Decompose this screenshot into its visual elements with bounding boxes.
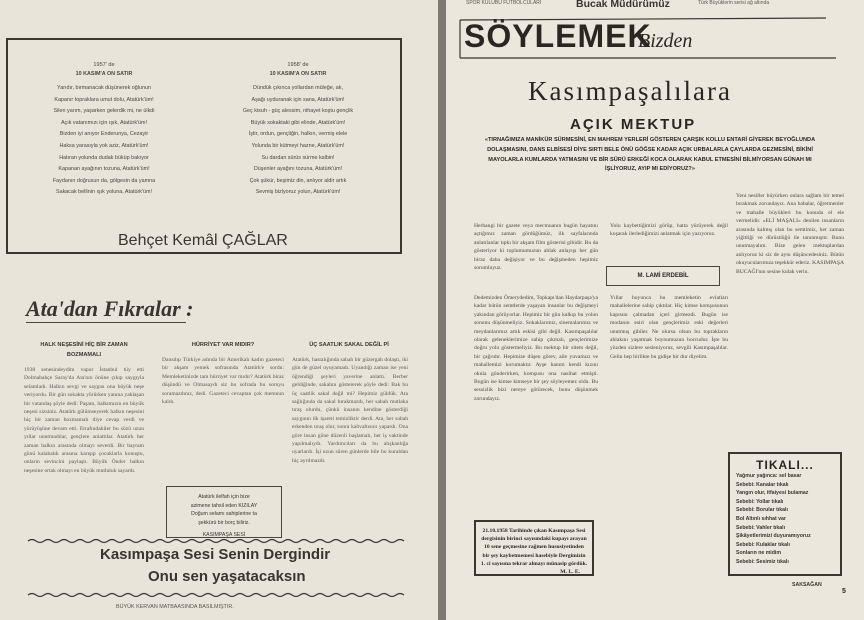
notice-signature: M. L. E. (560, 569, 580, 576)
poem-line: Hatıran yolunda dudak büküp bakıyor (59, 154, 149, 161)
fikralar-title: Ata'dan Fıkralar : (26, 296, 194, 321)
column-2-heading: HÜRRİYET VAR MIDIR? (191, 342, 255, 348)
poem-line: Çok şükür, beşimiz din, anlıyor aldir artık (249, 177, 347, 184)
column-3-text: Atatürk, hastalığında sabah bir güzergah dolaştı, iki gün de güzel uyuyamadı. Uyandığı zaman ise yeni öğrendiği şeyleri yaverine anlattı. Berber geldiğinde, sakalını göstererek şöyle dedi: Bak bu üç saatlik sakal değil mi? Hepimiz güldük. Ata sağlığında da sakal bırakmazdı, her sabah mutlaka tıraş olurdu, çünkü insanın kendine gösterdiği saygının ilk işareti temizliktir derdi. Ata, her sabah erkenden tıraş olur, sonra kahvaltısını yapardı. Ona göre insan güne düzenli başlamalı, her iş vaktinde yapılmalıydı. Yardımcıları da bu alışkanlığa uyarlardı. İşi uzun süren günlerde bile bu kuraldan hiç ayrılmazdı. (292, 357, 408, 464)
poem-1958-heading: 10 KASIM'A ON SATIR (269, 71, 327, 77)
kizilay-line: Doğum selamı sahiplerine ta (191, 511, 257, 518)
tikali-line: Sebebi: Yollar tıkalı (736, 498, 784, 505)
kizilay-line: şekkürü bir borç biliriz. (198, 519, 250, 526)
masthead-script: Bizden (638, 30, 693, 52)
tikali-line: Sebebi: Borular tıkalı (736, 507, 788, 514)
poem-line: Faydanın doğrusun da, gölgesin da yamna (52, 177, 156, 184)
article-col-2-text: Dedemizden Ömerydedim, Topkapı'dan Haydarpaşa'ya kadar bütün semtlerde yaşayan insanlar bu değişmeyi yakından görüyorlar. Hepimiz bir gün kalkıp bu yolun sonunu düşünmeliyiz. Sokaklarımız, sinemalarımız ve meydanlarımız artık eskisi gibi değil. Kasımpaşalılar olarak geleneklerimize sahip çıkmalı, gençlerimize doğru yolu göstermeliyiz. Bu mektup bir sitem değil, bir çağrıdır. Hepimize düşen görev, aile yuvamızı ve mahallemizi korumaktır. Ayşe hanım kendi kızını okula gönderirken, komşusu ona nasihat etmişti. Bugün ise kimse kimseye bir şey söyleyemez oldu. Bu sessizlik bizi nereye götürecek, bunu düşünmek zorundayız. (474, 295, 598, 402)
poem-line: Geç kisuh - güç alessim, nihayet koştu gençlik (242, 108, 354, 115)
article-col-1-text: Herhangi bir gazete veya mecmuanın bugün hayatını açtığımız zaman gördüğümüz, ilk sayfalarında anlatılanlar tıpkı bir akşam film gösterisi gibidir. Bu da gösteriyor ki toplumumuzun ahlak anlayışı her gün biraz daha değişiyor ve bu değişmeden hepimiz sorumluyuz. (474, 223, 598, 272)
poem-line: Kapanır topraklara umut dolu, Atatürk'üm! (54, 96, 154, 103)
top-strip (466, 0, 856, 10)
column-2-text: Dansılıp Türkiye adında bir Amerikalı kadın gazeteci bir akşam yemek sofrasında Atatürk'e sordu: Memleketinizde tam hürriyet var mıdır? Atatürk biraz düşündü ve Olmasaydı siz bu sofrada bu soruyu soramazdınız, dedi. Gazeteci cevaptan çok memnun kaldı. (162, 357, 284, 406)
lead-paragraph: «TIRNAĞIMIZA MANİKÜR SÜRMESİNİ, EN MAHREM YERLERİ GÖSTEREN ÇARŞIK KOLLU ENTARİ GİYEREK BEYOĞLUNDA DOLAŞMASINI, DANS ELBİSESİ DİYE SIRTI BELE ÖNÜ GÖĞSE KADAR AÇIK URBALARLA ÇAYLARDA GEZMESİNİ, BİKİNİ MAYOLARLA KUMLARDA YATMASINI VE BİR SÜRÜ ERKEĞİ KOCA OLARAK KABUL ETMESİNİ BİLMİYORSAN GÜNAH MI İŞLİYORUZ, AYIP MI EDİYORUZ?» (484, 137, 816, 173)
top-strip-right: Türk Büyüklerin serisi ağ altında (698, 0, 770, 6)
kizilay-line: Atatürk ilelfah için bize (198, 494, 250, 500)
wavy-rule-bottom (28, 592, 406, 598)
subheadline: AÇIK MEKTUP (570, 116, 697, 133)
article-col-3-text: Yıllar boyunca bu memleketin evlatları mahallelerine sahip çıktılar. Hiç kimse komşusunun kapısını çalmadan içeri girmezdi. Bugün ise modanın esiri olan gençlerimiz eski değerleri unutmuş gibiler. Ne olursa olsun bu toprakların ahlakını yaşatmak boynumuzun borcudur. İşte bu yüzden sizlere sesleniyoruz, sevgili Kasımpaşalılar. Gelin hep birlikte bu gidişe bir dur diyelim. (610, 295, 728, 360)
headline: Kasımpaşalılara (528, 76, 732, 106)
wavy-rule-top (28, 538, 406, 544)
poem-line: Sakacak bellinin ışık yoluna, Atatürk'üm! (55, 189, 152, 196)
article-col-2-top: Yolu kaybettiğimizi görüp, hatta yürüyerek değil koşarak ilerlediğimizi anlatmak için yazıyoruz. (610, 223, 728, 238)
poem-line: Açık vatanımızı için ışık, Atatürk'üm! (60, 119, 148, 126)
poem-author: Behçet Kemâl ÇAĞLAR (118, 232, 288, 249)
right-page (446, 0, 864, 620)
poem-line: Sevmiş bizlyoruz yolun, Atatürk'üm! (255, 189, 341, 196)
tikali-line: Sonların ne midim (736, 550, 781, 557)
poem-1958-year: 1958' de (287, 62, 309, 68)
poem-line: Düşenler ayağını tozuna, Atatürk'üm! (253, 166, 343, 173)
tikali-line: Sebebi: Kulaklar tıkalı (736, 541, 790, 548)
column-1-text: 1938 senesindeydim vapur İstanbul tüy etti Dolmabahçe Saray'da Ata'nın önüne çıkıp saygıyla selamladı. Halkın sevgi ve saygısı ona büyük neşe veriyordu. Bir gün sokakta yürürken yanına yaklaşan bir vatandaş şöyle dedi: Paşam, halkımızın en büyük neşesi sizsiniz. Atatürk gülümseyerek halkın neşesini hiç bir zaman bozmamalı diye cevap verdi ve yürüyüşüne devam etti. Etrafındakiler bu sözü uzun yıllar unutmadılar, gençlere anlattılar. Atatürk her zaman halkın arasında olmayı severdi. Bir bayram günü kalabalık arasına karışıp çocuklarla konuştu, onların sevincini paylaştı. Büyük Önder halkın neşesine ortak olmayı en büyük mutluluk sayardı. (24, 367, 144, 474)
top-strip-left: SPOR KULÜBÜ FUTBOLCULARI (466, 0, 542, 6)
slogan-line-1: Kasımpaşa Sesi Senin Dergindir (100, 546, 331, 563)
tikali-signature: SAKSAĞAN (792, 582, 822, 588)
poem-line: Yarıdır, bırmanacak düşünerek oğlunun (57, 85, 151, 91)
kizilay-signature: KASIMPAŞA SESİ (202, 532, 246, 539)
poem-line: Silen yarım, yaşarken gelerdik mi, ne ülkdi (53, 108, 155, 115)
poem-line: Büyük sokaktaki gibi elinde, Atatürk'üm! (250, 119, 346, 126)
article-byline: M. LAMİ ERDEBİL (606, 266, 720, 286)
kizilay-line: azimene tahsil eden KIZILAY (190, 502, 258, 509)
column-1-heading-line: BOZMAMALI (66, 352, 102, 358)
tikali-box (728, 452, 842, 576)
printer-credit: BÜYÜK KERVAN MATBAASINDA BASILMIŞTIR. (116, 604, 234, 610)
poem-line: Aşağı uyduranak için sana, Atatürk'üm! (251, 96, 345, 103)
poem-line: Dündük çıkınca yollardan müleğe, ak, (253, 85, 343, 91)
tikali-line: Bol Altınlı sıhhat var (736, 515, 786, 522)
poem-line: Kapanan ayağının tozuna, Atatürk'üm! (58, 166, 150, 173)
tikali-line: Yağmur yağınca: sel basar (736, 473, 802, 479)
column-1-heading (24, 340, 144, 360)
article-col-4-text: Yeni nesiller büyürken onlara sağlam bir temel bırakmak zorundayız. Ana babalar, öğretmenler ve mahalle büyükleri bu konuda el ele vermelidir. «ELİ MAŞALI» denilen insanların arasında kalmış olan bu semtimiz, her zaman yiğitliği ve dürüstlüğü ile tanınmıştır. Bunu unutmayalım. Bize gelen mektuplardan anlıyoruz ki siz de aynı düşüncedesiniz. Bütün okuyucularımıza teşekkür ederiz. KASIMPAŞA BUCAĞI'nın sesine kulak verin. (736, 193, 844, 275)
poem-line: Bizden iyi anıyor Enderunya, Cezayir (59, 131, 149, 138)
poem-1957-heading: 10 KASIM'A ON SATIR (75, 71, 133, 77)
poem-line: Haksa yarasıyla yok aziz, Atatürk'üm! (59, 142, 149, 149)
page-number: 5 (842, 588, 846, 595)
notice-text: 21.10.1958 Tarihinde çıkan Kasımpaşa Sesi dergisinin birinci sayısındaki kupayı arayan 10 sene geçmesine rağmen hususiyetinden bir şey kaybetmemesi hasebiyle Dergimizin 1. ci sayısına tekrar almayı münasip gördük. (480, 528, 588, 567)
notice-box (474, 520, 594, 576)
tikali-title: TIKALI... (756, 458, 814, 472)
title-underline (26, 322, 186, 323)
tikali-line: Sebebi: Kanalar tıkalı (736, 481, 789, 488)
tikali-line: Şikâyetlerimizi duyuramıyoruz (736, 533, 811, 540)
poem-line: Yolunda bir kütmeyi hazne, Atatürk'üm! (251, 142, 345, 149)
column-1-heading-line: HALK NEŞESİNİ HİÇ BİR ZAMAN (40, 342, 128, 348)
kizilay-box (166, 486, 282, 538)
masthead-title: SÖYLEMEK (464, 18, 652, 54)
column-3-heading: ÜÇ SAATLIK SAKAL DEĞİL Pİ (309, 342, 389, 348)
poem-line: Su dardan sürüs sürme kalbin! (261, 154, 335, 161)
poem-frame (6, 38, 402, 254)
poem-1957 (14, 62, 194, 199)
poem-1958 (208, 62, 388, 199)
tikali-line: Sebebi: Sesimiz tıkalı (736, 558, 789, 565)
slogan-line-2: Onu sen yaşatacaksın (148, 568, 306, 585)
top-strip-title: Bucak Müdürümüz (576, 0, 670, 10)
poem-1957-year: 1957' de (93, 62, 115, 68)
poem-line: İştir, ordun, gençliğin, halkın, vermiş elele (248, 131, 348, 138)
tikali-line: Sebebi: Vahler tıkalı (736, 524, 786, 531)
tikali-line: Yangın olur, itfaiyesi bulamaz (736, 490, 809, 497)
